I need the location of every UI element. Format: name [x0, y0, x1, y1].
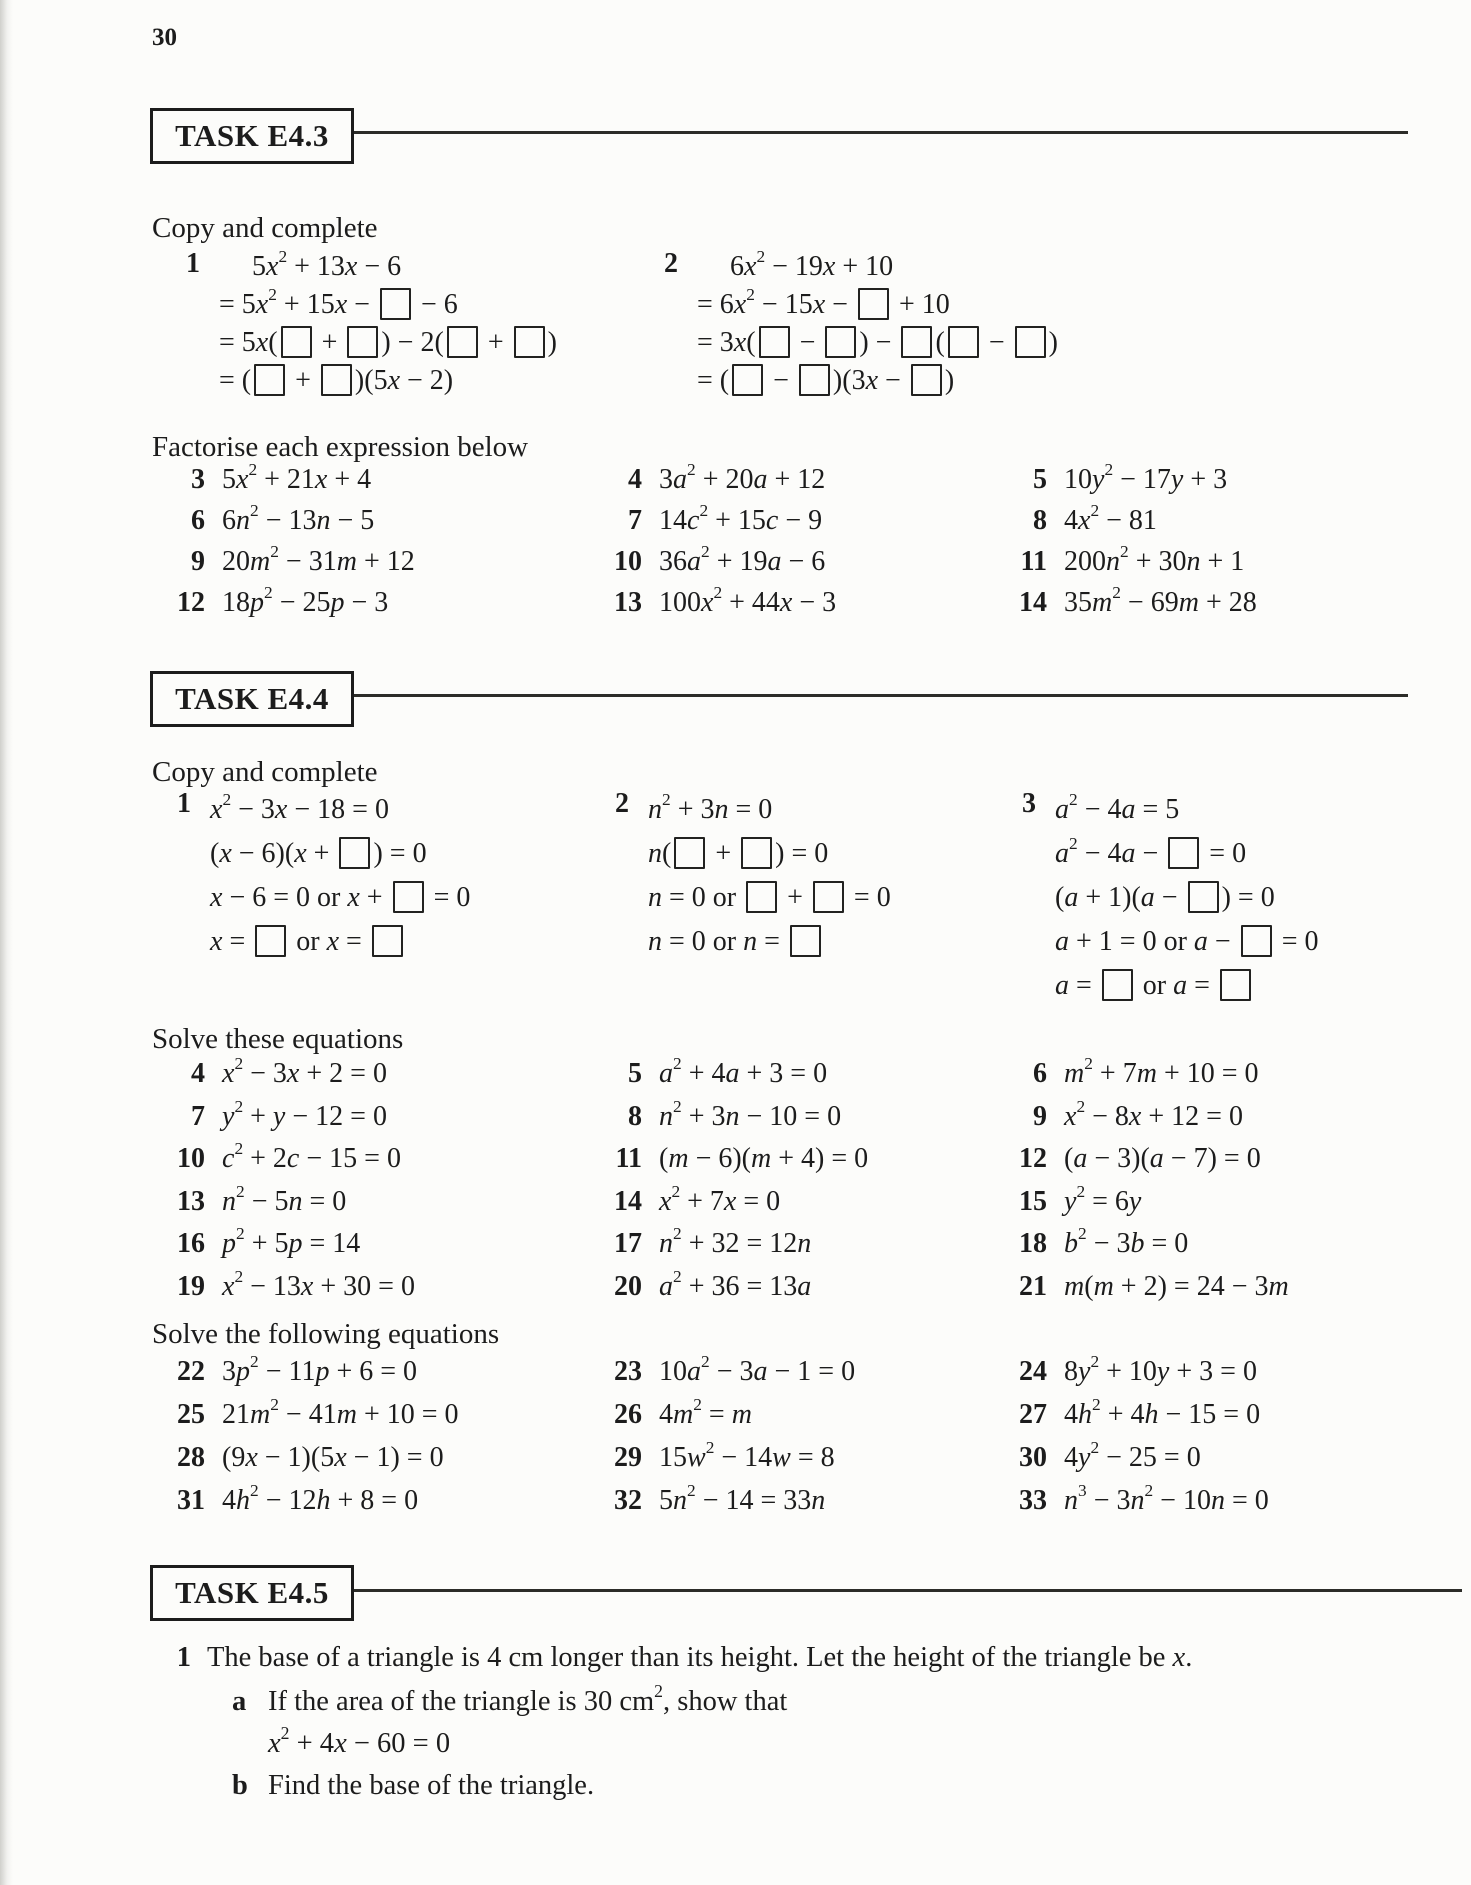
exercise-expression: (a − 3)(a − 7) = 0 — [1064, 1143, 1261, 1174]
exercise-expression: $4x^2 - 81$ — [1064, 501, 1157, 536]
exercise-number: 5 — [1033, 464, 1047, 495]
problem-number: 2 — [664, 248, 678, 279]
exercise-expression: m(m + 2) = 24 − 3m — [1064, 1270, 1289, 1302]
task-e44-title: TASK E4.4 — [175, 681, 329, 716]
answer-box — [255, 925, 286, 957]
math-line: a + 1 = 0 or a − = 0 — [1055, 926, 1319, 957]
exercise-item — [1005, 501, 1471, 546]
exercise-number: 27 — [1019, 1399, 1047, 1430]
e45-problem-1 — [163, 1642, 1192, 1674]
exercise-expression: (9x − 1)(5x − 1) = 0 — [222, 1442, 444, 1473]
exercise-item — [163, 542, 600, 587]
task-e45-title: TASK E4.5 — [175, 1575, 329, 1610]
exercise-item — [163, 501, 600, 546]
math-line: = 3x( − ) − ( − ) — [697, 327, 1058, 358]
exercise-item — [163, 460, 600, 505]
exercise-expression: $a^2 + 36 = 13a$ — [659, 1266, 812, 1302]
task-e44-header-box — [150, 671, 354, 727]
answer-box — [911, 364, 942, 396]
exercise-expression: $n^3 - 3n^2 - 10n = 0$ — [1064, 1481, 1269, 1516]
exercise-number: 6 — [1033, 1058, 1047, 1089]
exercise-expression: (m − 6)(m + 4) = 0 — [659, 1143, 869, 1174]
exercise-item — [600, 460, 1005, 505]
exercise-expression: $15w^2 - 14w = 8$ — [659, 1438, 835, 1473]
e43-factorise-grid — [163, 460, 1471, 628]
exercise-number: 7 — [191, 1100, 205, 1132]
exercise-expression: $20m^2 - 31m + 12$ — [222, 542, 415, 577]
exercise-expression: $100x^2 + 44x - 3$ — [659, 583, 837, 618]
answer-box — [447, 326, 478, 358]
exercise-item — [163, 1481, 600, 1528]
exercise-expression: $5x^2 + 21x + 4$ — [222, 460, 372, 495]
exercise-expression: $4m^2 = m$ — [659, 1395, 752, 1430]
exercise-item — [1005, 583, 1471, 628]
math-line: n( + ) = 0 — [648, 838, 829, 869]
exercise-expression: $14c^2 + 15c - 9$ — [659, 501, 823, 536]
answer-box — [281, 326, 312, 358]
exercise-expression: $36a^2 + 19a - 6$ — [659, 542, 826, 577]
exercise-item — [163, 1224, 600, 1271]
task-e45-rule — [348, 1589, 1462, 1592]
part-text: If the area of the triangle is 30 $cm^2$, show that — [268, 1680, 788, 1717]
answer-box — [901, 326, 932, 358]
exercise-item — [600, 1438, 1005, 1485]
answer-box — [759, 326, 790, 358]
exercise-number: 4 — [191, 1058, 205, 1089]
answer-box — [380, 288, 411, 320]
exercise-item — [1005, 1395, 1471, 1442]
exercise-number: 21 — [1019, 1270, 1047, 1302]
exercise-number: 15 — [1019, 1185, 1047, 1217]
answer-box — [813, 881, 844, 913]
page-number: 30 — [152, 24, 177, 51]
exercise-item — [163, 1181, 600, 1229]
exercise-item — [600, 1395, 1005, 1442]
e43-factorise-heading: Factorise each expression below — [152, 431, 529, 463]
exercise-number: 24 — [1019, 1356, 1047, 1387]
exercise-expression: $4h^2 + 4h - 15 = 0$ — [1064, 1395, 1261, 1430]
exercise-item — [163, 1054, 600, 1101]
worked-lines — [648, 788, 891, 964]
exercise-number: 8 — [1033, 505, 1047, 536]
exercise-expression: $x^2 - 13x + 30 = 0$ — [222, 1266, 415, 1302]
exercise-expression: $4h^2 - 12h + 8 = 0$ — [222, 1481, 419, 1516]
exercise-number: 20 — [614, 1270, 642, 1302]
math-line: $5x^2 + 13x - 6$ — [252, 247, 402, 282]
exercise-expression: $8y^2 + 10y + 3 = 0$ — [1064, 1352, 1257, 1387]
exercise-item — [600, 1266, 1005, 1314]
exercise-expression: $35m^2 - 69m + 28$ — [1064, 583, 1257, 618]
exercise-number: 33 — [1019, 1485, 1047, 1516]
exercise-expression: $n^2 + 32 = 12n$ — [659, 1224, 812, 1259]
answer-box — [372, 925, 403, 957]
exercise-number: 25 — [177, 1399, 205, 1430]
task-e43-header-box — [150, 108, 354, 164]
math-line: a = or a = — [1055, 964, 1319, 1008]
exercise-item — [163, 1442, 600, 1485]
worked-lines — [697, 248, 1058, 400]
exercise-item — [163, 1352, 600, 1399]
answer-box — [1168, 837, 1199, 869]
exercise-expression: $y^2 = 6y$ — [1064, 1181, 1142, 1217]
exercise-number: 3 — [191, 464, 205, 495]
exercise-item — [600, 501, 1005, 546]
exercise-item — [1005, 1096, 1471, 1144]
answer-box — [393, 881, 424, 913]
answer-box — [1102, 969, 1133, 1001]
exercise-number: 13 — [614, 587, 642, 618]
e43-worked-problem-1 — [172, 248, 557, 400]
exercise-number: 23 — [614, 1356, 642, 1387]
math-line: x − 6 = 0 or x + = 0 — [210, 882, 471, 913]
math-line: (a + 1)(a − ) = 0 — [1055, 882, 1275, 913]
exercise-number: 11 — [1020, 546, 1047, 577]
answer-box — [1220, 969, 1251, 1001]
exercise-item — [1005, 1271, 1471, 1314]
exercise-number: 7 — [628, 505, 642, 536]
answer-box — [799, 364, 830, 396]
answer-box — [948, 326, 979, 358]
exercise-item — [600, 1096, 1005, 1144]
e44-worked-problem-3 — [1008, 788, 1319, 1008]
exercise-number: 22 — [177, 1356, 205, 1387]
math-line: $a^2 - 4a = 5$ — [1055, 790, 1180, 825]
exercise-item — [1005, 460, 1471, 505]
exercise-item — [600, 542, 1005, 587]
exercise-item — [163, 1395, 600, 1442]
exercise-expression: $4y^2 - 25 = 0$ — [1064, 1438, 1201, 1473]
exercise-expression: $5n^2 - 14 = 33n$ — [659, 1481, 826, 1516]
exercise-item — [163, 583, 600, 628]
math-line: $a^2 - 4a$ − = 0 — [1055, 834, 1247, 869]
exercise-item — [1005, 542, 1471, 587]
exercise-expression: $x^2 - 8x + 12 = 0$ — [1064, 1096, 1243, 1132]
exercise-number: 6 — [191, 505, 205, 536]
task-e43-title: TASK E4.3 — [175, 118, 329, 153]
answer-box — [347, 326, 378, 358]
problem-number: 1 — [186, 248, 200, 279]
answer-box — [1188, 881, 1219, 913]
exercise-number: 30 — [1019, 1442, 1047, 1473]
e44-following-heading: Solve the following equations — [152, 1318, 500, 1350]
math-line: n = 0 or n = — [648, 920, 891, 964]
task-e44-rule — [348, 694, 1408, 697]
exercise-item — [1005, 1054, 1471, 1101]
exercise-expression: $a^2 + 4a + 3 = 0$ — [659, 1054, 828, 1089]
answer-box — [1015, 326, 1046, 358]
answer-box — [1241, 925, 1272, 957]
math-line: $n^2 + 3n = 0$ — [648, 790, 773, 825]
exercise-expression: $10y^2 - 17y + 3$ — [1064, 460, 1228, 495]
e43-worked-problem-2 — [650, 248, 1058, 400]
part-label: a — [232, 1686, 247, 1717]
worked-lines — [1055, 788, 1319, 1008]
exercise-number: 13 — [177, 1185, 205, 1217]
exercise-item — [600, 1054, 1005, 1101]
exercise-item — [1005, 1352, 1471, 1399]
part-text: Find the base of the triangle. — [268, 1770, 595, 1801]
exercise-number: 18 — [1019, 1228, 1047, 1259]
math-line: = ( − )(3x − ) — [697, 365, 955, 396]
exercise-item — [163, 1096, 600, 1144]
e44-worked-problem-2 — [601, 788, 891, 964]
answer-box — [790, 925, 821, 957]
exercise-number: 17 — [614, 1228, 642, 1259]
problem-intro: The base of a triangle is 4 cm longer than its height. Let the height of the triangle be x. — [207, 1642, 1193, 1673]
exercise-number: 28 — [177, 1442, 205, 1473]
math-line: n = 0 or + = 0 — [648, 882, 891, 913]
exercise-number: 12 — [1019, 1143, 1047, 1174]
exercise-number: 31 — [177, 1485, 205, 1516]
task-e43-rule — [348, 131, 1408, 134]
exercise-number: 19 — [177, 1270, 205, 1302]
exercise-expression: $10a^2 - 3a - 1 = 0$ — [659, 1352, 856, 1387]
exercise-expression: $b^2 - 3b = 0$ — [1064, 1224, 1189, 1259]
answer-box — [321, 364, 352, 396]
scan-edge-artifact — [0, 0, 13, 1885]
e44-following-grid — [163, 1352, 1471, 1528]
answer-box — [741, 837, 772, 869]
exercise-item — [600, 1481, 1005, 1528]
e45-part-b — [232, 1770, 594, 1802]
e44-solve-heading: Solve these equations — [152, 1023, 404, 1055]
exercise-item — [600, 1352, 1005, 1399]
math-line: = $6x^2 - 15x$ − + 10 — [697, 285, 950, 320]
exercise-expression: $c^2 + 2c - 15 = 0$ — [222, 1139, 401, 1174]
exercise-item — [600, 1143, 1005, 1186]
math-line: x = or x = — [210, 920, 470, 964]
part-label: b — [232, 1770, 248, 1801]
exercise-item — [1005, 1481, 1471, 1528]
exercise-expression: $p^2 + 5p = 14$ — [222, 1224, 361, 1259]
answer-box — [674, 837, 705, 869]
exercise-item — [1005, 1143, 1471, 1186]
exercise-item — [163, 1266, 600, 1314]
problem-number: 1 — [176, 1642, 191, 1673]
exercise-number: 4 — [628, 464, 642, 495]
exercise-item — [1005, 1181, 1471, 1229]
answer-box — [858, 288, 889, 320]
problem-number: 3 — [1022, 788, 1036, 819]
exercise-number: 29 — [614, 1442, 642, 1473]
exercise-number: 11 — [615, 1143, 642, 1174]
exercise-expression: $3a^2 + 20a + 12$ — [659, 460, 826, 495]
answer-box — [254, 364, 285, 396]
exercise-item — [163, 1139, 600, 1186]
exercise-item — [600, 1224, 1005, 1271]
answer-box — [514, 326, 545, 358]
e44-worked-problem-1 — [163, 788, 470, 964]
answer-box — [732, 364, 763, 396]
exercise-expression: $x^2 + 7x = 0$ — [659, 1181, 781, 1217]
exercise-number: 5 — [628, 1058, 642, 1089]
e44-solve-grid — [163, 1054, 1471, 1313]
math-line: = ( + )(5x − 2) — [219, 365, 454, 396]
exercise-number: 9 — [1033, 1100, 1047, 1132]
exercise-number: 8 — [628, 1100, 642, 1132]
e44-copy-heading: Copy and complete — [152, 756, 378, 788]
e43-copy-heading: Copy and complete — [152, 212, 378, 244]
exercise-item — [1005, 1224, 1471, 1271]
exercise-expression: $21m^2 - 41m + 10 = 0$ — [222, 1395, 459, 1430]
exercise-number: 10 — [177, 1143, 205, 1174]
exercise-number: 10 — [614, 546, 642, 577]
answer-box — [746, 881, 777, 913]
exercise-expression: $3p^2 - 11p + 6 = 0$ — [222, 1352, 418, 1387]
math-line: (x − 6)(x + ) = 0 — [210, 838, 427, 869]
exercise-expression: $m^2 + 7m + 10 = 0$ — [1064, 1054, 1259, 1089]
exercise-number: 32 — [614, 1485, 642, 1516]
worked-lines — [219, 248, 557, 400]
exercise-number: 14 — [614, 1185, 642, 1217]
worked-lines — [210, 788, 470, 964]
math-line: = $5x^2 + 15x$ − − 6 — [219, 285, 458, 320]
exercise-expression: $y^2 + y - 12 = 0$ — [222, 1096, 387, 1132]
exercise-number: 14 — [1019, 587, 1047, 618]
problem-number: 2 — [615, 788, 629, 819]
task-e45-header-box — [150, 1565, 354, 1621]
exercise-expression: $200n^2 + 30n + 1$ — [1064, 542, 1245, 577]
answer-box — [339, 837, 370, 869]
e45-part-a-equation: $x^2 + 4x - 60 = 0$ — [268, 1722, 451, 1759]
math-line: $x^2 - 3x - 18 = 0$ — [210, 790, 389, 825]
exercise-number: 9 — [191, 546, 205, 577]
exercise-item — [600, 583, 1005, 628]
problem-number: 1 — [177, 788, 191, 819]
exercise-expression: $x^2 - 3x + 2 = 0$ — [222, 1054, 387, 1089]
exercise-number: 16 — [177, 1228, 205, 1259]
exercise-expression: $6n^2 - 13n - 5$ — [222, 501, 375, 536]
math-line: $6x^2 - 19x + 10$ — [730, 247, 894, 282]
e45-part-a — [232, 1680, 788, 1718]
exercise-expression: $n^2 + 3n - 10 = 0$ — [659, 1096, 842, 1132]
answer-box — [825, 326, 856, 358]
exercise-expression: $18p^2 - 25p - 3$ — [222, 583, 389, 618]
exercise-number: 26 — [614, 1399, 642, 1430]
exercise-number: 12 — [177, 587, 205, 618]
exercise-expression: $n^2 - 5n = 0$ — [222, 1181, 347, 1217]
exercise-item — [600, 1181, 1005, 1229]
exercise-item — [1005, 1438, 1471, 1485]
math-line: = 5x( + ) − 2( + ) — [219, 327, 557, 358]
